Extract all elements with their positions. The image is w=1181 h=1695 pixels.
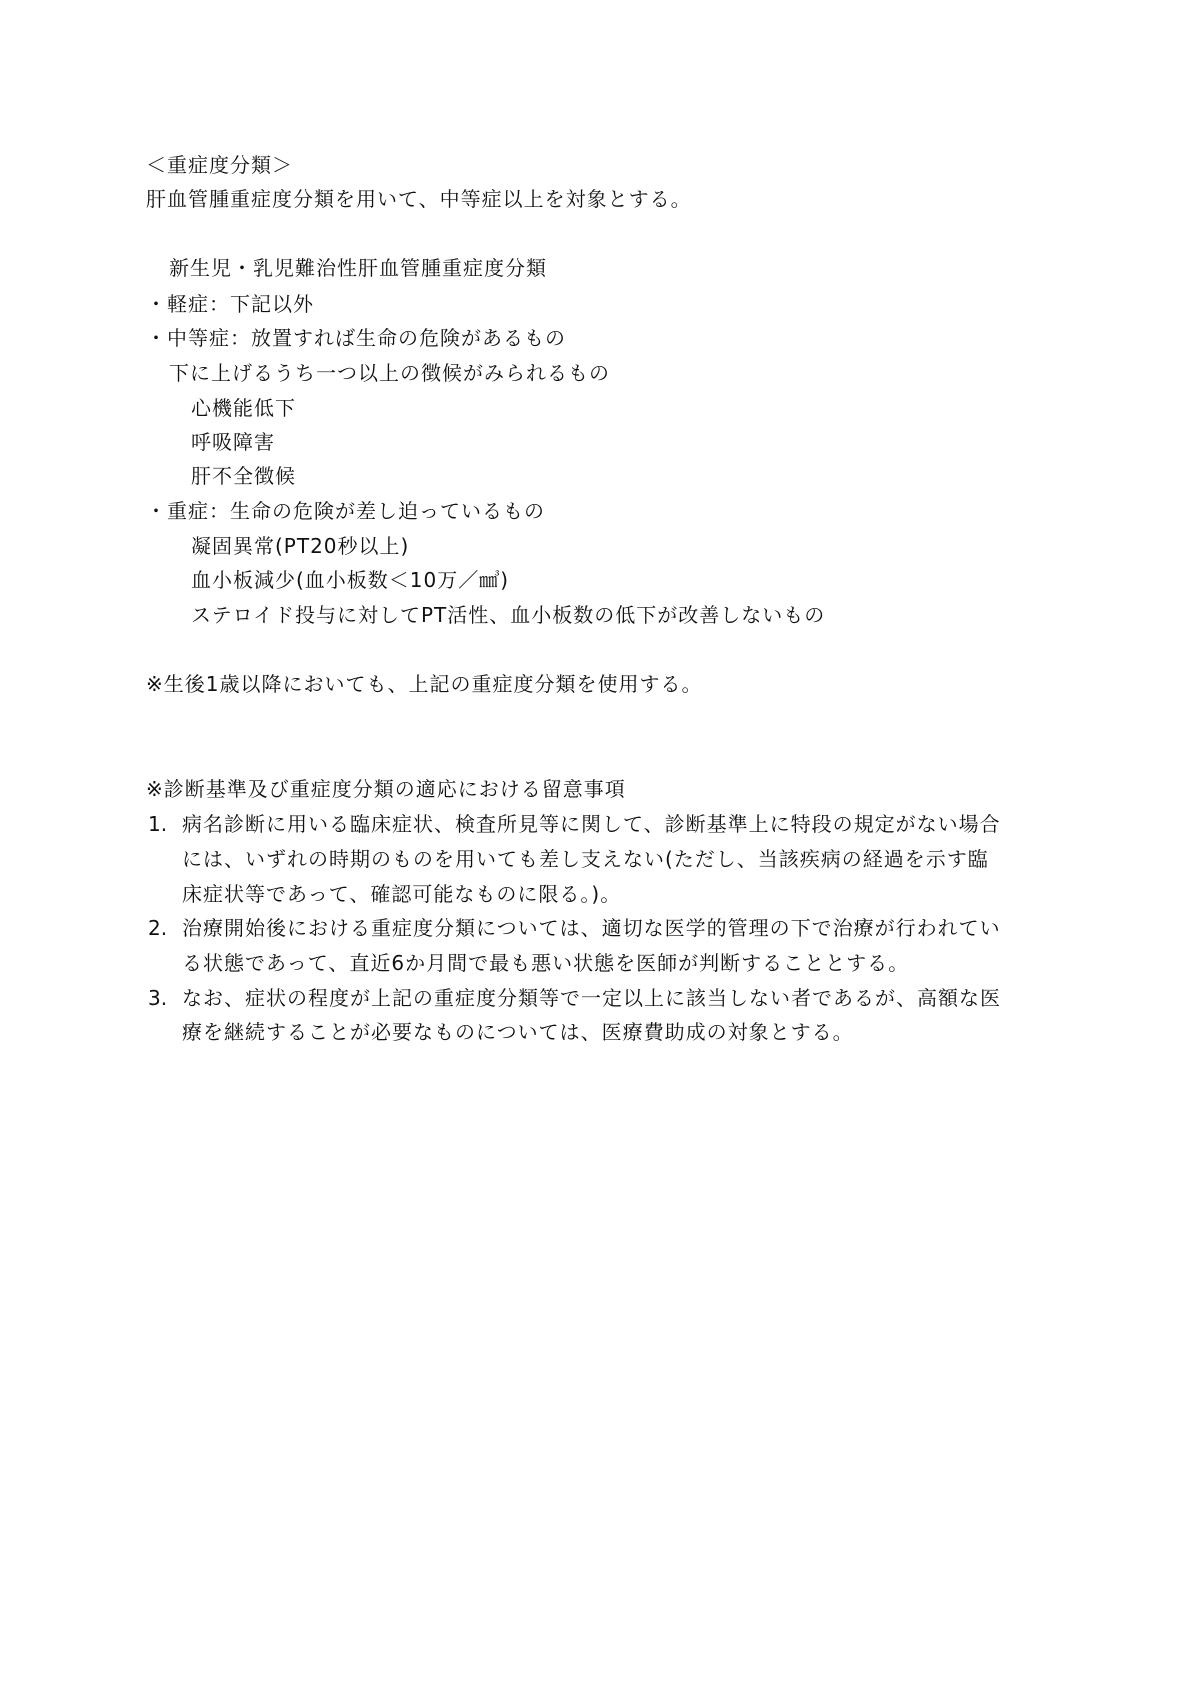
note-number: 1. — [148, 812, 168, 836]
severity-heading: ＜重症度分類＞ — [146, 153, 293, 177]
mild-item: ・軽症：下記以外 — [146, 292, 314, 316]
note-text-line: なお、症状の程度が上記の重症度分類等で一定以上に該当しない者であるが、高額な医 — [182, 986, 1001, 1010]
moderate-item: ・中等症：放置すれば生命の危険があるもの — [146, 326, 566, 350]
note-text-line: 療を継続することが必要なものについては、医療費助成の対象とする。 — [182, 1020, 854, 1044]
note-text-line: 床症状等であって、確認可能なものに限る。)。 — [182, 882, 622, 906]
note-text-line: 病名診断に用いる臨床症状、検査所見等に関して、診断基準上に特段の規定がない場合 — [182, 812, 1001, 836]
moderate-subtext: 下に上げるうち一つ以上の徴候がみられるもの — [169, 361, 610, 385]
note-number: 2. — [148, 916, 168, 940]
severity-intro: 肝血管腫重症度分類を用いて、中等症以上を対象とする。 — [146, 187, 692, 211]
severe-item: ・重症：生命の危険が差し迫っているもの — [146, 499, 545, 523]
note-text-line: には、いずれの時期のものを用いても差し支えない(ただし、当該疾病の経過を示す臨 — [182, 847, 989, 871]
note-text-line: る状態であって、直近6か月間で最も悪い状態を医師が判断することとする。 — [182, 951, 910, 975]
classification-title: 新生児・乳児難治性肝血管腫重症度分類 — [169, 256, 547, 280]
note-number: 3. — [148, 986, 168, 1010]
age-note: ※生後1歳以降においても、上記の重症度分類を使用する。 — [146, 672, 703, 696]
moderate-sign: 肝不全徴候 — [191, 464, 296, 488]
note-text-line: 治療開始後における重症度分類については、適切な医学的管理の下で治療が行われてい — [182, 916, 1001, 940]
severe-sign: ステロイド投与に対してPT活性、血小板数の低下が改善しないもの — [191, 603, 826, 627]
severe-sign: 凝固異常(PT20秒以上) — [191, 534, 410, 558]
moderate-sign: 呼吸障害 — [191, 430, 275, 454]
notes-heading: ※診断基準及び重症度分類の適応における留意事項 — [146, 777, 626, 801]
moderate-sign: 心機能低下 — [191, 396, 296, 420]
severe-sign: 血小板減少(血小板数＜10万／㎣) — [191, 568, 510, 592]
